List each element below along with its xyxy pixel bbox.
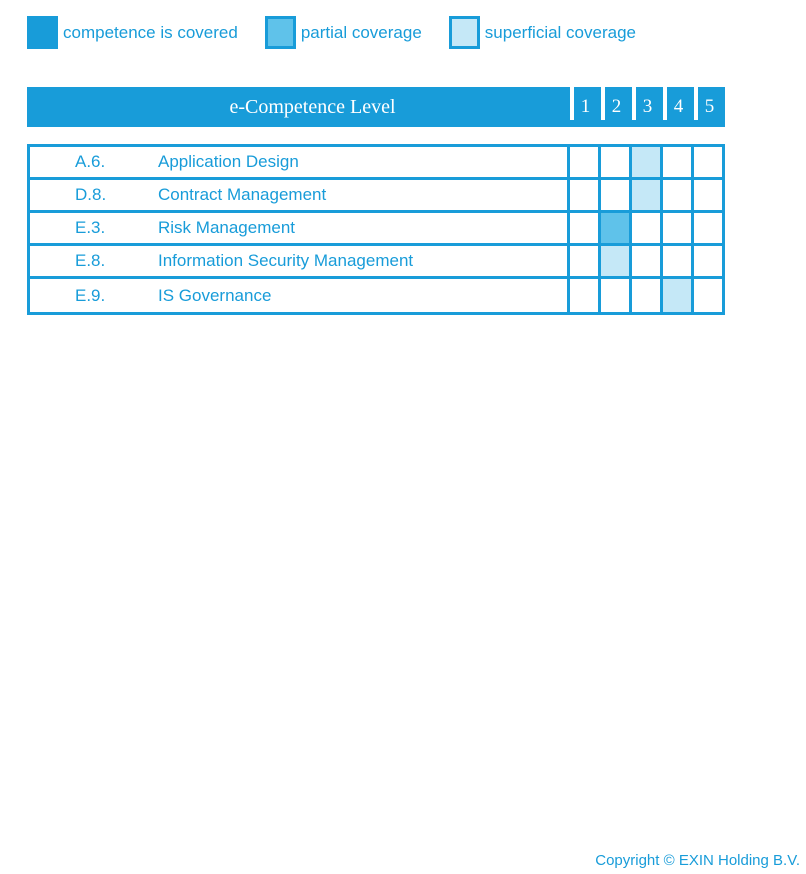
header-title: e-Competence Level	[229, 95, 396, 118]
legend-label: partial coverage	[300, 22, 422, 42]
level-cell	[567, 180, 598, 210]
competence-table	[27, 144, 725, 315]
level-cell	[691, 246, 722, 276]
level-number: 3	[642, 96, 653, 117]
level-cell	[598, 213, 629, 243]
level-cell	[567, 279, 598, 312]
header-separator	[632, 87, 636, 120]
level-number: 5	[704, 96, 715, 117]
header-title-area	[27, 87, 570, 127]
competence-code: E.8.	[75, 251, 106, 270]
legend-item-superficial	[449, 16, 636, 49]
level-cell	[691, 279, 722, 312]
level-cell	[629, 180, 660, 210]
competence-label-cell	[30, 147, 567, 177]
partial-coverage-swatch	[265, 16, 296, 49]
level-number: 2	[611, 96, 622, 117]
competence-label-cell	[30, 279, 567, 312]
copyright-notice: Copyright © EXIN Holding B.V.	[595, 852, 800, 869]
competence-code: D.8.	[75, 185, 107, 204]
level-column-header	[632, 87, 663, 127]
table-row	[30, 279, 722, 312]
table-row	[30, 180, 722, 213]
level-cell	[691, 213, 722, 243]
level-column-header	[694, 87, 725, 127]
level-cell	[598, 147, 629, 177]
level-cell	[598, 279, 629, 312]
header-separator	[570, 87, 574, 120]
header-level-cells	[570, 87, 725, 127]
table-row	[30, 213, 722, 246]
level-number: 1	[580, 96, 591, 117]
competence-label-cell	[30, 246, 567, 276]
header-separator	[663, 87, 667, 120]
competence-name: IS Governance	[158, 285, 272, 305]
competence-code: E.9.	[75, 285, 106, 305]
level-cell	[598, 180, 629, 210]
level-cell	[629, 246, 660, 276]
legend-item-full	[27, 16, 238, 49]
competence-name: Contract Management	[158, 185, 327, 204]
level-cell	[660, 147, 691, 177]
level-column-header	[570, 87, 601, 127]
level-cell	[598, 246, 629, 276]
level-cell	[567, 213, 598, 243]
level-cell	[660, 213, 691, 243]
level-column-header	[663, 87, 694, 127]
level-column-header	[601, 87, 632, 127]
table-header	[27, 87, 725, 127]
table-row	[30, 147, 722, 180]
header-separator	[694, 87, 698, 120]
competence-code: A.6.	[75, 152, 106, 171]
full-coverage-swatch	[27, 16, 58, 49]
level-cell	[567, 246, 598, 276]
level-number: 4	[673, 96, 684, 117]
level-cell	[629, 213, 660, 243]
level-cell	[567, 147, 598, 177]
header-separator	[601, 87, 605, 120]
superficial-coverage-swatch	[449, 16, 480, 49]
level-cell	[629, 147, 660, 177]
competence-name: Application Design	[158, 152, 299, 171]
level-cell	[691, 180, 722, 210]
level-cell	[660, 246, 691, 276]
legend-label: superficial coverage	[484, 22, 636, 42]
coverage-legend	[27, 16, 663, 49]
level-cell	[629, 279, 660, 312]
competence-name: Risk Management	[158, 218, 296, 237]
legend-item-partial	[265, 16, 422, 49]
competence-name: Information Security Management	[158, 251, 414, 270]
competence-label-cell	[30, 213, 567, 243]
level-cell	[660, 279, 691, 312]
level-cell	[660, 180, 691, 210]
competence-label-cell	[30, 180, 567, 210]
legend-label: competence is covered	[63, 22, 238, 42]
table-row	[30, 246, 722, 279]
competence-code: E.3.	[75, 218, 106, 237]
level-cell	[691, 147, 722, 177]
